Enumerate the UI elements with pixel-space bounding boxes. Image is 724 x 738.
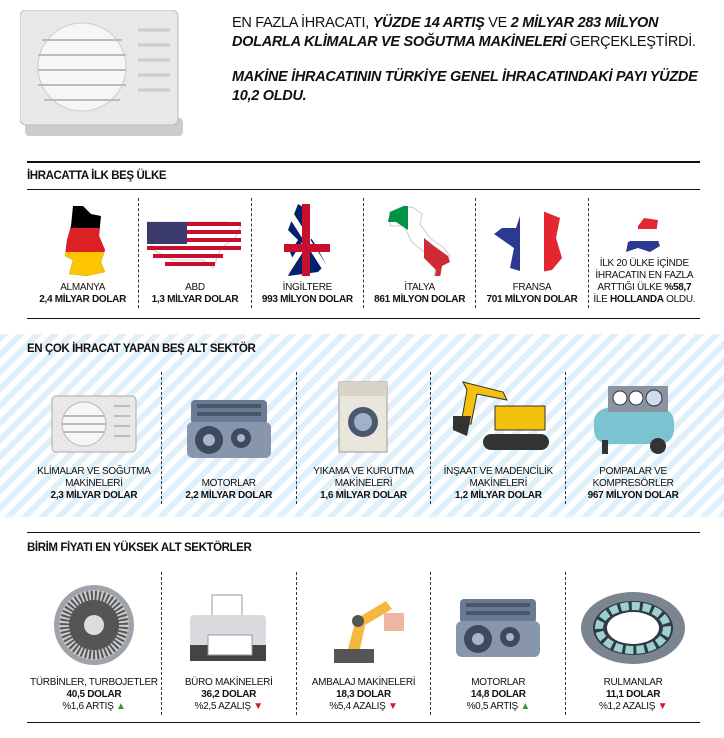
item-change: %0,5 ARTIŞ ▲ (466, 701, 530, 712)
sectors-row (27, 372, 700, 504)
country-value: 701 MİLYON DOLAR (486, 294, 578, 305)
uk-map-icon (284, 204, 330, 276)
unit_price-item (27, 572, 162, 715)
country-uk (252, 198, 364, 308)
netherlands-map-icon (626, 216, 662, 254)
item-value: 40,5 DOLAR (66, 689, 122, 700)
turbine-icon (52, 583, 136, 671)
item-value: 967 MİLYON DOLAR (587, 490, 679, 501)
sectors-heading: EN ÇOK İHRACAT YAPAN BEŞ ALT SEKTÖR (27, 343, 256, 355)
usa-map-icon (145, 218, 245, 276)
item-name: POMPALAR VE KOMPRESÖRLER (592, 466, 674, 489)
country-name: ALMANYA (60, 282, 106, 293)
sectors-item (27, 372, 162, 504)
item-name: KLİMALAR VE SOĞUTMA MAKİNELERİ (37, 466, 151, 489)
divider (27, 189, 700, 190)
netherlands-note (589, 198, 700, 308)
item-name: BÜRO MAKİNELERİ (184, 677, 273, 688)
item-name: TÜRBİNLER, TURBOJETLER (30, 677, 158, 688)
countries-row (27, 198, 700, 308)
sectors-item (431, 372, 566, 504)
washing-machine-icon (333, 378, 393, 460)
arrow-up-icon: ▲ (520, 701, 530, 712)
unit-price-row (27, 572, 700, 715)
country-value: 861 MİLYON DOLAR (374, 294, 466, 305)
printer-icon (184, 591, 274, 671)
item-value: 1,6 MİLYAR DOLAR (320, 490, 407, 501)
italy-map-icon (388, 204, 452, 276)
country-name: İNGİLTERE (282, 282, 332, 293)
france-map-icon (494, 204, 570, 276)
country-value: 993 MİLYON DOLAR (261, 294, 353, 305)
item-value: 2,3 MİLYAR DOLAR (50, 490, 138, 501)
item-value: 18,3 DOLAR (336, 689, 391, 700)
sectors-item (162, 372, 297, 504)
country-value: 2,4 MİLYAR DOLAR (39, 294, 127, 305)
item-change: %2,5 AZALIŞ ▼ (194, 701, 263, 712)
unit_price-item (566, 572, 700, 715)
sectors-item (297, 372, 432, 504)
item-value: 11,1 DOLAR (605, 689, 661, 700)
unit-price-heading: BİRİM FİYATI EN YÜKSEK ALT SEKTÖRLER (27, 542, 252, 554)
germany-map-icon (58, 204, 108, 276)
hero-text: EN FAZLA İHRACATI, YÜZDE 14 ARTIŞ VE 2 MİLYAR 283 MİLYON DOLARLA KLİMALAR VE SOĞUTMA MAKİNELERİ GERÇEKLEŞTİRDİ. MAKİNE İHRACATININ TÜRKİYE GENEL İHRACATINDAKİ PAYI YÜZDE 10,2 OLDU. (232, 15, 698, 104)
engine-icon (450, 591, 546, 671)
air-conditioner-icon (50, 394, 138, 460)
divider (27, 318, 700, 319)
country-name: ABD (185, 282, 205, 293)
arrow-up-icon: ▲ (115, 701, 126, 712)
unit_price-item (297, 572, 432, 715)
item-value: 36,2 DOLAR (201, 689, 257, 700)
country-germany (27, 198, 139, 308)
item-change: %5,4 AZALIŞ ▼ (329, 701, 398, 712)
sectors-item (566, 372, 700, 504)
air-conditioner-icon (20, 10, 185, 138)
country-name: İTALYA (404, 282, 435, 293)
item-value: 2,2 MİLYAR DOLAR (185, 490, 273, 501)
divider (27, 161, 700, 163)
country-italy (364, 198, 476, 308)
engine-icon (181, 392, 277, 472)
excavator-icon (443, 376, 553, 460)
arrow-down-icon: ▼ (388, 701, 398, 712)
item-name: İNŞAAT VE MADENCİLİK MAKİNELERİ (443, 466, 553, 489)
divider (27, 722, 700, 723)
unit_price-item (162, 572, 297, 715)
divider (27, 532, 700, 533)
item-name: MOTORLAR (471, 677, 526, 688)
arrow-down-icon: ▼ (253, 701, 263, 712)
item-name: RULMANLAR (603, 677, 663, 688)
country-usa (139, 198, 251, 308)
unit_price-item (431, 572, 566, 715)
item-value: 1,2 MİLYAR DOLAR (454, 490, 542, 501)
item-change: %1,6 ARTIŞ ▲ (62, 701, 126, 712)
country-france (476, 198, 588, 308)
netherlands-note-text: İLK 20 ÜLKE İÇİNDE İHRACATIN EN FAZLA ARTTIĞI ÜLKE %58,7 İLE HOLLANDA OLDU. (593, 258, 696, 305)
item-value: 14,8 DOLAR (470, 689, 526, 700)
bearing-icon (578, 589, 688, 671)
arrow-down-icon: ▼ (657, 701, 668, 712)
country-name: FRANSA (512, 282, 552, 293)
item-name: YIKAMA VE KURUTMA MAKİNELERİ (313, 466, 414, 489)
item-change: %1,2 AZALIŞ ▼ (598, 701, 668, 712)
compressor-icon (588, 380, 678, 460)
countries-heading: İHRACATTA İLK BEŞ ÜLKE (27, 170, 167, 182)
item-name: MOTORLAR (201, 478, 256, 489)
robot-arm-icon (318, 587, 408, 671)
country-value: 1,3 MİLYAR DOLAR (151, 294, 239, 305)
item-name: AMBALAJ MAKİNELERİ (311, 677, 416, 688)
